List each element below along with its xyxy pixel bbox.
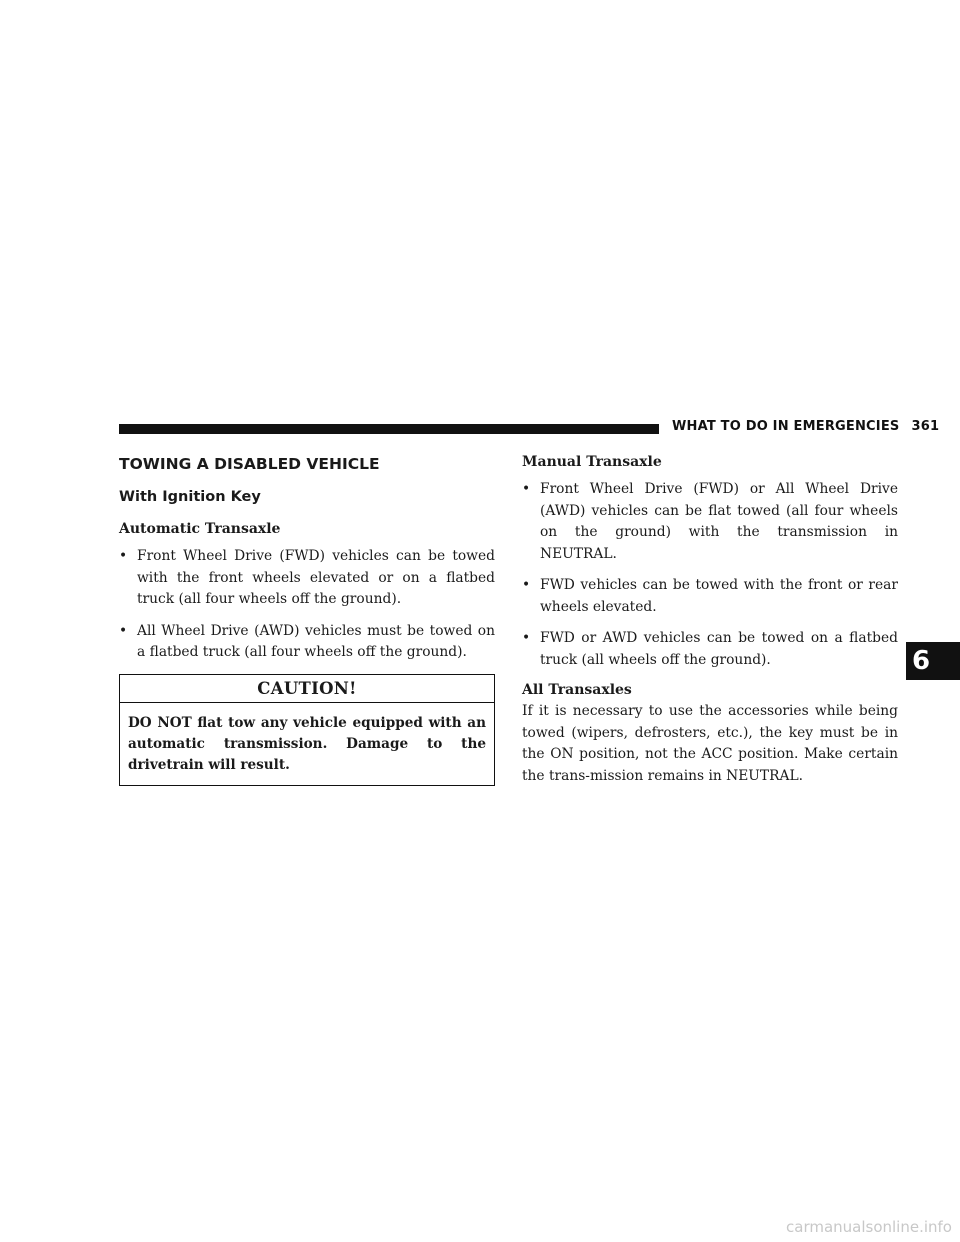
caution-body: DO NOT flat tow any vehicle equipped with an automatic transmission. Damage to the drivetrain will result.	[128, 714, 486, 773]
list-item	[119, 621, 495, 664]
chapter-tab: 6	[906, 642, 960, 680]
list-item-text: All Wheel Drive (AWD) vehicles must be towed on a flatbed truck (all four wheels off the ground).	[137, 622, 495, 660]
bullet-icon: •	[522, 481, 531, 497]
caution-title: CAUTION!	[120, 675, 494, 703]
section-title: TOWING A DISABLED VEHICLE	[119, 455, 380, 473]
left-column	[119, 448, 495, 786]
bullet-icon: •	[119, 548, 128, 564]
list-item-text: FWD vehicles can be towed with the front or rear wheels elevated.	[540, 577, 898, 615]
caution-box	[119, 674, 495, 786]
list-item	[119, 546, 495, 611]
all-transaxles-heading: All Transaxles	[522, 682, 632, 698]
automatic-bullet-list	[119, 546, 495, 664]
list-item-text: FWD or AWD vehicles can be towed on a flatbed truck (all wheels off the ground).	[540, 630, 898, 668]
list-item-text: Front Wheel Drive (FWD) or All Wheel Drive (AWD) vehicles can be flat towed (all four wheels on the ground) with the transmission in NEUTRAL.	[540, 481, 898, 562]
right-column	[522, 448, 898, 787]
list-item	[522, 479, 898, 565]
bullet-icon: •	[119, 622, 128, 639]
watermark: carmanualsonline.info	[786, 1218, 952, 1236]
list-item-text: Front Wheel Drive (FWD) vehicles can be towed with the front wheels elevated or on a flatbed truck (all four wheels off the ground).	[137, 548, 495, 607]
bullet-icon: •	[522, 577, 531, 593]
automatic-transaxle-heading: Automatic Transaxle	[119, 521, 281, 537]
all-transaxles-paragraph: If it is necessary to use the accessories while being towed (wipers, defrosters, etc.), the key must be in the ON position, not the ACC position. Make certain the trans-mission remains in NEUTRAL.	[522, 703, 898, 784]
page-number: 361	[911, 419, 940, 434]
manual-bullet-list	[522, 479, 898, 671]
bullet-icon: •	[522, 630, 531, 646]
list-item	[522, 628, 898, 671]
header-rule	[119, 424, 659, 434]
header-section-title: WHAT TO DO IN EMERGENCIES	[672, 419, 900, 434]
subsection-title: With Ignition Key	[119, 489, 261, 505]
running-header	[672, 419, 939, 434]
manual-transaxle-heading: Manual Transaxle	[522, 454, 662, 470]
list-item	[522, 575, 898, 618]
